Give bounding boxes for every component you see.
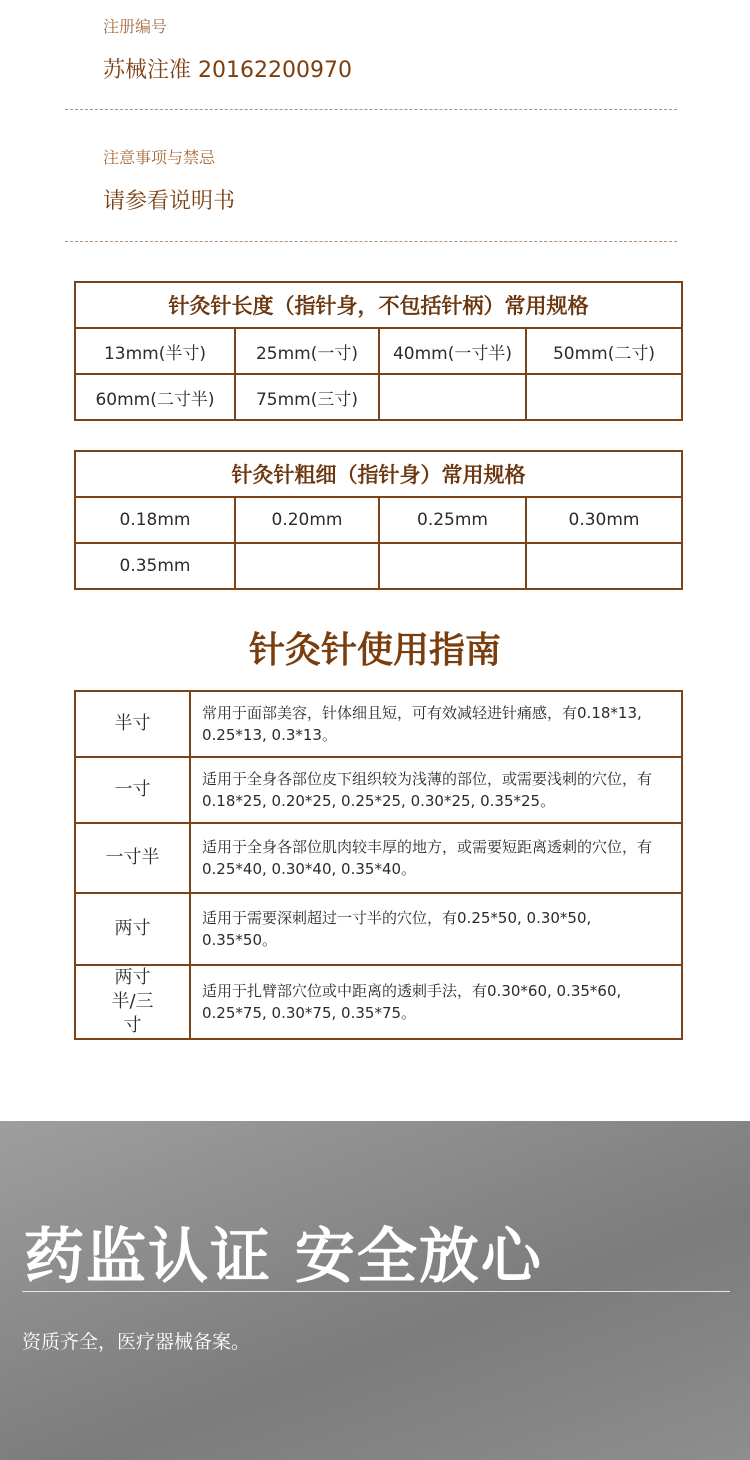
length-spec-table [74,281,683,421]
guide-size: 一寸半 [75,823,190,893]
table-row [75,543,682,589]
guide-size: 两寸 [75,893,190,965]
table-cell: 40mm(一寸半) [379,328,526,374]
table-cell: 0.25mm [379,497,526,543]
certification-banner [0,1121,750,1460]
table-cell: 60mm(二寸半) [75,374,235,420]
table-cell: 0.20mm [235,497,379,543]
table-row [75,328,682,374]
table-cell [235,543,379,589]
table-cell: 50mm(二寸) [526,328,682,374]
table-row [75,374,682,420]
precautions-label: 注意事项与禁忌 [103,148,216,167]
table-row [75,497,682,543]
table-cell [379,374,526,420]
table-cell: 25mm(一寸) [235,328,379,374]
registration-label: 注册编号 [103,17,168,36]
divider [65,241,677,242]
guide-description: 常用于面部美容，针体细且短，可有效减轻进针痛感，有0.18*13, 0.25*13, 0.3*13。 [190,691,682,757]
table-row [75,893,682,965]
table-row [75,965,682,1039]
registration-number: 苏械注准 20162200970 [103,58,352,83]
length-spec-title: 针灸针长度（指针身，不包括针柄）常用规格 [75,282,682,328]
guide-size: 一寸 [75,757,190,823]
guide-description: 适用于扎臂部穴位或中距离的透刺手法，有0.30*60, 0.35*60, 0.25*75, 0.30*75, 0.35*75。 [190,965,682,1039]
table-cell [526,543,682,589]
guide-description: 适用于全身各部位肌肉较丰厚的地方，或需要短距离透刺的穴位，有0.25*40, 0.30*40, 0.35*40。 [190,823,682,893]
table-cell: 0.18mm [75,497,235,543]
table-cell [379,543,526,589]
table-cell [526,374,682,420]
guide-description: 适用于需要深刺超过一寸半的穴位，有0.25*50, 0.30*50, 0.35*50。 [190,893,682,965]
table-cell: 75mm(三寸) [235,374,379,420]
precautions-value: 请参看说明书 [103,189,236,214]
table-cell: 0.30mm [526,497,682,543]
table-row [75,757,682,823]
guide-title: 针灸针使用指南 [248,629,501,671]
divider [65,109,677,110]
banner-divider [22,1291,730,1292]
guide-size: 两寸半/三寸 [75,965,190,1039]
banner-subtitle: 资质齐全，医疗器械备案。 [22,1331,251,1353]
thickness-spec-title: 针灸针粗细（指针身）常用规格 [75,451,682,497]
guide-description: 适用于全身各部位皮下组织较为浅薄的部位，或需要浅刺的穴位，有0.18*25, 0.20*25, 0.25*25, 0.30*25, 0.35*25。 [190,757,682,823]
guide-size: 半寸 [75,691,190,757]
thickness-spec-table [74,450,683,590]
table-cell: 0.35mm [75,543,235,589]
banner-title: 药监认证 安全放心 [24,1222,543,1292]
table-row [75,691,682,757]
table-row [75,823,682,893]
table-cell: 13mm(半寸) [75,328,235,374]
usage-guide-table [74,690,683,1040]
